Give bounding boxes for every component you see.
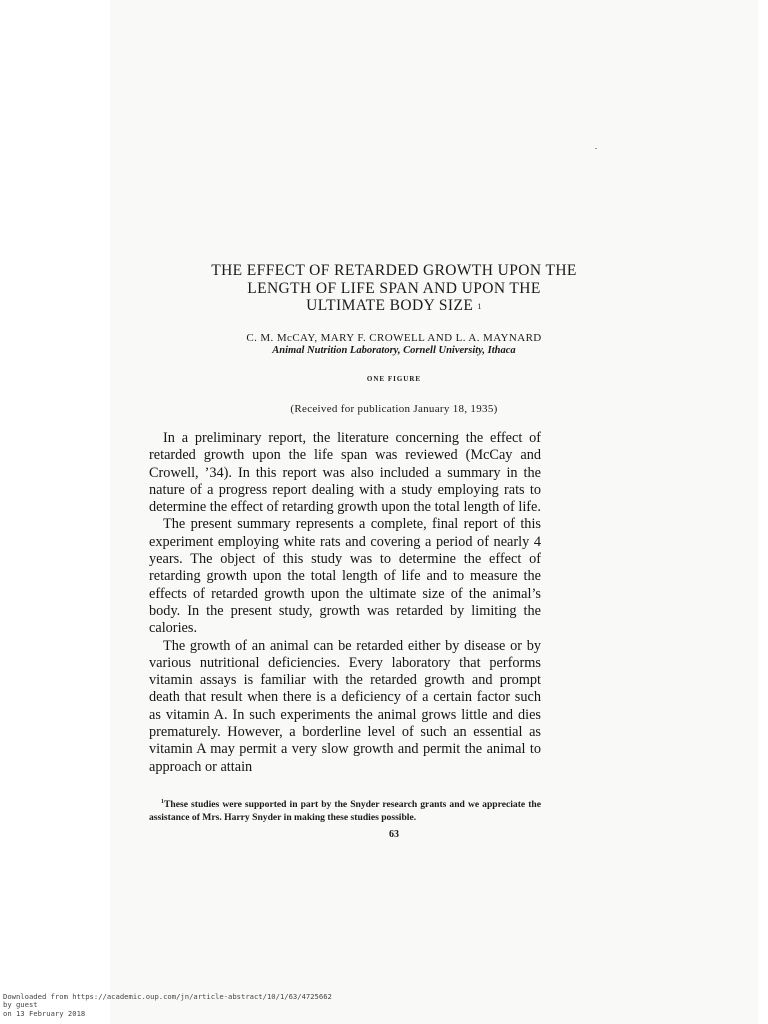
footnote-text: These studies were supported in part by the Snyder research grants and we appreciate the assistance of Mrs. Harry Snyder in making these studies possible. [149, 799, 541, 824]
download-line-1: Downloaded from https://academic.oup.com/jn/article-abstract/10/1/63/4725662 [3, 992, 332, 1001]
figure-note: ONE FIGURE [366, 375, 422, 383]
page-number: 63 [389, 829, 399, 840]
article-title [120, 262, 668, 315]
footnote [149, 796, 541, 824]
received-date: (Received for publication January 18, 1935) [290, 403, 498, 415]
download-stamp [3, 993, 423, 1018]
article-body [149, 430, 541, 776]
authors: C. M. McCAY, MARY F. CROWELL AND L. A. MAYNARD [246, 332, 542, 344]
footnote-mark: 1 [161, 799, 164, 805]
paragraph-3: The growth of an animal can be retarded either by disease or by various nutritional deficiencies. Every laboratory that performs vitamin assays is familiar with the retarded growth and prompt death that result when there is a deficiency of a certain factor such as vitamin A. In such experiments the animal grows little and dies prematurely. However, a borderline level of such an essential as vitamin A may permit a very slow growth and permit the animal to approach or attain [149, 637, 541, 775]
paragraph-1: In a preliminary report, the literature concerning the effect of retarded growth upon the life span was reviewed (McCay and Crowell, ’34). In this report was also included a summary in the nature of a progress report dealing with a study employing rats to determine the effect of retarding growth upon the total length of life. [149, 430, 541, 516]
paragraph-2: The present summary represents a complete, final report of this experiment employing white rats and covering a period of nearly 4 years. The object of this study was to determine the effect of retarding growth upon the total length of life and to measure the effects of retarded growth upon the ultimate size of the animal’s body. In the present study, growth was retarded by limiting the calories. [149, 516, 541, 637]
title-line-3 [120, 297, 668, 315]
scan-speck [595, 148, 597, 149]
title-line-3-text: ULTIMATE BODY SIZE [306, 297, 474, 314]
affiliation: Animal Nutrition Laboratory, Cornell University, Ithaca [272, 345, 516, 356]
title-footnote-mark: 1 [477, 302, 482, 311]
download-line-3: on 13 February 2018 [3, 1008, 86, 1018]
title-line-2: LENGTH OF LIFE SPAN AND UPON THE [247, 279, 541, 297]
download-line-2: by guest [3, 1000, 38, 1010]
title-line-1: THE EFFECT OF RETARDED GROWTH UPON THE [211, 262, 577, 279]
